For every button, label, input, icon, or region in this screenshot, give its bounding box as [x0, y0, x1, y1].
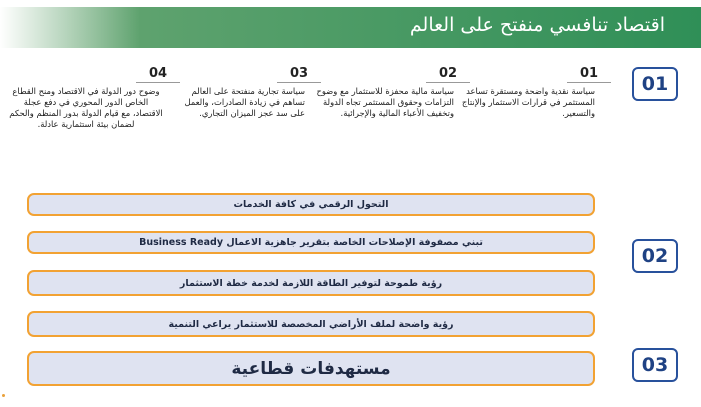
page-title: اقتصاد تنافسي منفتح على العالم — [409, 14, 665, 36]
policy-column-02 — [314, 66, 458, 119]
policy-column-03 — [170, 66, 309, 119]
column-number: 02 — [426, 66, 470, 83]
column-text: سياسة تجارية منفتحة على العالم تساهم في زيادة الصادرات، والعمل على سد عجز الميزان التجاري. — [184, 86, 305, 118]
sectoral-targets-banner: مستهدفات قطاعية — [27, 351, 595, 386]
column-text: سياسة مالية محفزة للاستثمار مع وضوح التزامات وحقوق المستثمر تجاه الدولة وتخفيف الأعباء المالية والإجرائية. — [316, 86, 454, 118]
policy-column-04 — [8, 66, 168, 130]
initiative-item: رؤية واضحة لملف الأراضي المخصصة للاستثمار يراعي التنمية — [27, 311, 595, 337]
policy-column-01 — [460, 66, 599, 119]
decorative-dot — [2, 394, 5, 397]
section-badge-02: 02 — [632, 239, 678, 273]
column-text: وضوح دور الدولة في الاقتصاد ومنح القطاع الخاص الدور المحوري في دفع عجلة الاقتصاد، مع قيام الدولة بدور المنظم والحكم لضمان بيئة استثمارية عادلة. — [9, 86, 163, 129]
header-fade — [0, 7, 140, 48]
column-number: 04 — [136, 66, 180, 83]
column-number: 01 — [567, 66, 611, 83]
section-badge-03: 03 — [632, 348, 678, 382]
column-text: سياسة نقدية واضحة ومستقرة تساعد المستثمر في قرارات الاستثمار والإنتاج والتسعير. — [461, 86, 595, 118]
initiative-item: رؤية طموحة لتوفير الطاقة اللازمة لخدمة خطة الاستثمار — [27, 270, 595, 296]
initiative-item: تبني مصفوفة الإصلاحات الخاصة بتقرير جاهزية الاعمال Business Ready — [27, 231, 595, 254]
initiative-item: التحول الرقمي في كافة الخدمات — [27, 193, 595, 216]
header-banner — [0, 0, 701, 52]
section-badge-01: 01 — [632, 67, 678, 101]
column-number: 03 — [277, 66, 321, 83]
